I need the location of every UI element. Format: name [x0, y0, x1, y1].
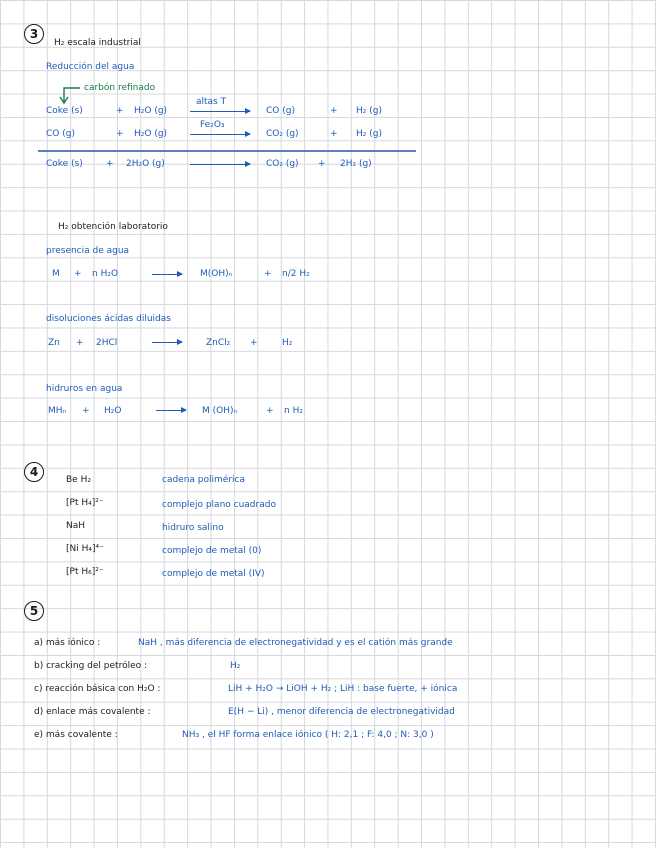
s5-text-e: NH₃ , el HF forma enlace iónico ( H: 2,1 ; F: 4,0 ; N: 3,0 ): [182, 730, 434, 740]
section-3-title: H₂ escala industrial: [54, 38, 141, 48]
s5-text-d: E(H − Li) , menor diferencia de electronegatividad: [228, 707, 455, 717]
lab2-product-c: ZnCl₂: [206, 338, 231, 348]
r2-reactant-b: H₂O (g): [134, 129, 168, 139]
lab3-arrow: [156, 410, 186, 411]
section-5-number: 5: [24, 601, 44, 621]
lab2-label: disoluciones ácidas diluidas: [46, 314, 171, 324]
r2-reactant-a: CO (g): [46, 129, 75, 139]
lab3-plus-2: +: [266, 406, 274, 416]
s5-label-b: b) cracking del petróleo :: [34, 661, 148, 671]
lab3-product-c: M (OH)ₙ: [202, 406, 238, 416]
lab3-label: hidruros en agua: [46, 384, 123, 394]
lab2-product-d: H₂: [282, 338, 293, 348]
sum-rule: [38, 150, 416, 152]
s5-label-e: e) más covalente :: [34, 730, 118, 740]
r1-reactant-b: H₂O (g): [134, 106, 168, 116]
lab1-product-d: n/2 H₂: [282, 269, 310, 279]
r1-arrow: [190, 111, 250, 112]
s5-text-c: LiH + H₂O → LiOH + H₂ ; LiH : base fuerte, + iónica: [228, 684, 458, 694]
r1-product-c: CO (g): [266, 106, 295, 116]
lab1-plus-1: +: [74, 269, 82, 279]
s4-formula-3: NaH: [66, 521, 86, 531]
lab3-product-d: n H₂: [284, 406, 303, 416]
s5-text-a: NaH , más diferencia de electronegatividad y es el catión más grande: [138, 638, 453, 648]
s5-label-d: d) enlace más covalente :: [34, 707, 151, 717]
s5-text-b: H₂: [230, 661, 241, 671]
s4-desc-3: hidruro salino: [162, 523, 224, 533]
r2-product-d: H₂ (g): [356, 129, 382, 139]
lab1-label: presencia de agua: [46, 246, 130, 256]
r3-product-d: 2H₂ (g): [340, 159, 372, 169]
r2-condition: Fe₂O₃: [200, 120, 225, 130]
r1-plus-1: +: [116, 106, 124, 116]
lab3-reactant-b: H₂O: [104, 406, 122, 416]
r3-plus-1: +: [106, 159, 114, 169]
lab2-arrow: [152, 342, 182, 343]
r1-product-d: H₂ (g): [356, 106, 382, 116]
lab3-plus-1: +: [82, 406, 90, 416]
r1-condition: altas T: [196, 97, 227, 107]
s5-label-a: a) más iónico :: [34, 638, 101, 648]
r2-plus-1: +: [116, 129, 124, 139]
s4-desc-5: complejo de metal (IV): [162, 569, 265, 579]
section-3-subtitle: Reducción del agua: [46, 62, 135, 72]
r3-reactant-b: 2H₂O (g): [126, 159, 165, 169]
lab1-product-c: M(OH)ₙ: [200, 269, 233, 279]
r3-product-c: CO₂ (g): [266, 159, 299, 169]
r2-arrow: [190, 134, 250, 135]
lab1-reactant-b: n H₂O: [92, 269, 119, 279]
lab1-reactant-a: M: [52, 269, 60, 279]
s4-formula-1: Be H₂: [66, 475, 91, 485]
s4-formula-5: [Pt H₆]²⁻: [66, 567, 104, 577]
lab2-reactant-a: Zn: [48, 338, 60, 348]
s4-desc-2: complejo plano cuadrado: [162, 500, 276, 510]
r3-arrow: [190, 164, 250, 165]
r1-reactant-a: Coke (s): [46, 106, 83, 116]
lab1-arrow: [152, 274, 182, 275]
lab3-reactant-a: MHₙ: [48, 406, 67, 416]
s4-desc-1: cadena polimérica: [162, 475, 245, 485]
lab2-reactant-b: 2HCl: [96, 338, 118, 348]
section-4-number: 4: [24, 462, 44, 482]
s5-label-c: c) reacción básica con H₂O :: [34, 684, 161, 694]
s4-formula-2: [Pt H₄]²⁻: [66, 498, 104, 508]
lab2-plus-2: +: [250, 338, 258, 348]
lab-title: H₂ obtención laboratorio: [58, 222, 168, 232]
lab2-plus-1: +: [76, 338, 84, 348]
r2-plus-2: +: [330, 129, 338, 139]
r2-product-c: CO₂ (g): [266, 129, 299, 139]
note-refined-carbon: carbón refinado: [84, 83, 156, 93]
r3-reactant-a: Coke (s): [46, 159, 83, 169]
section-3-number: 3: [24, 24, 44, 44]
r3-plus-2: +: [318, 159, 326, 169]
r1-plus-2: +: [330, 106, 338, 116]
s4-formula-4: [Ni H₄]⁴⁻: [66, 544, 104, 554]
s4-desc-4: complejo de metal (0): [162, 546, 262, 556]
lab1-plus-2: +: [264, 269, 272, 279]
